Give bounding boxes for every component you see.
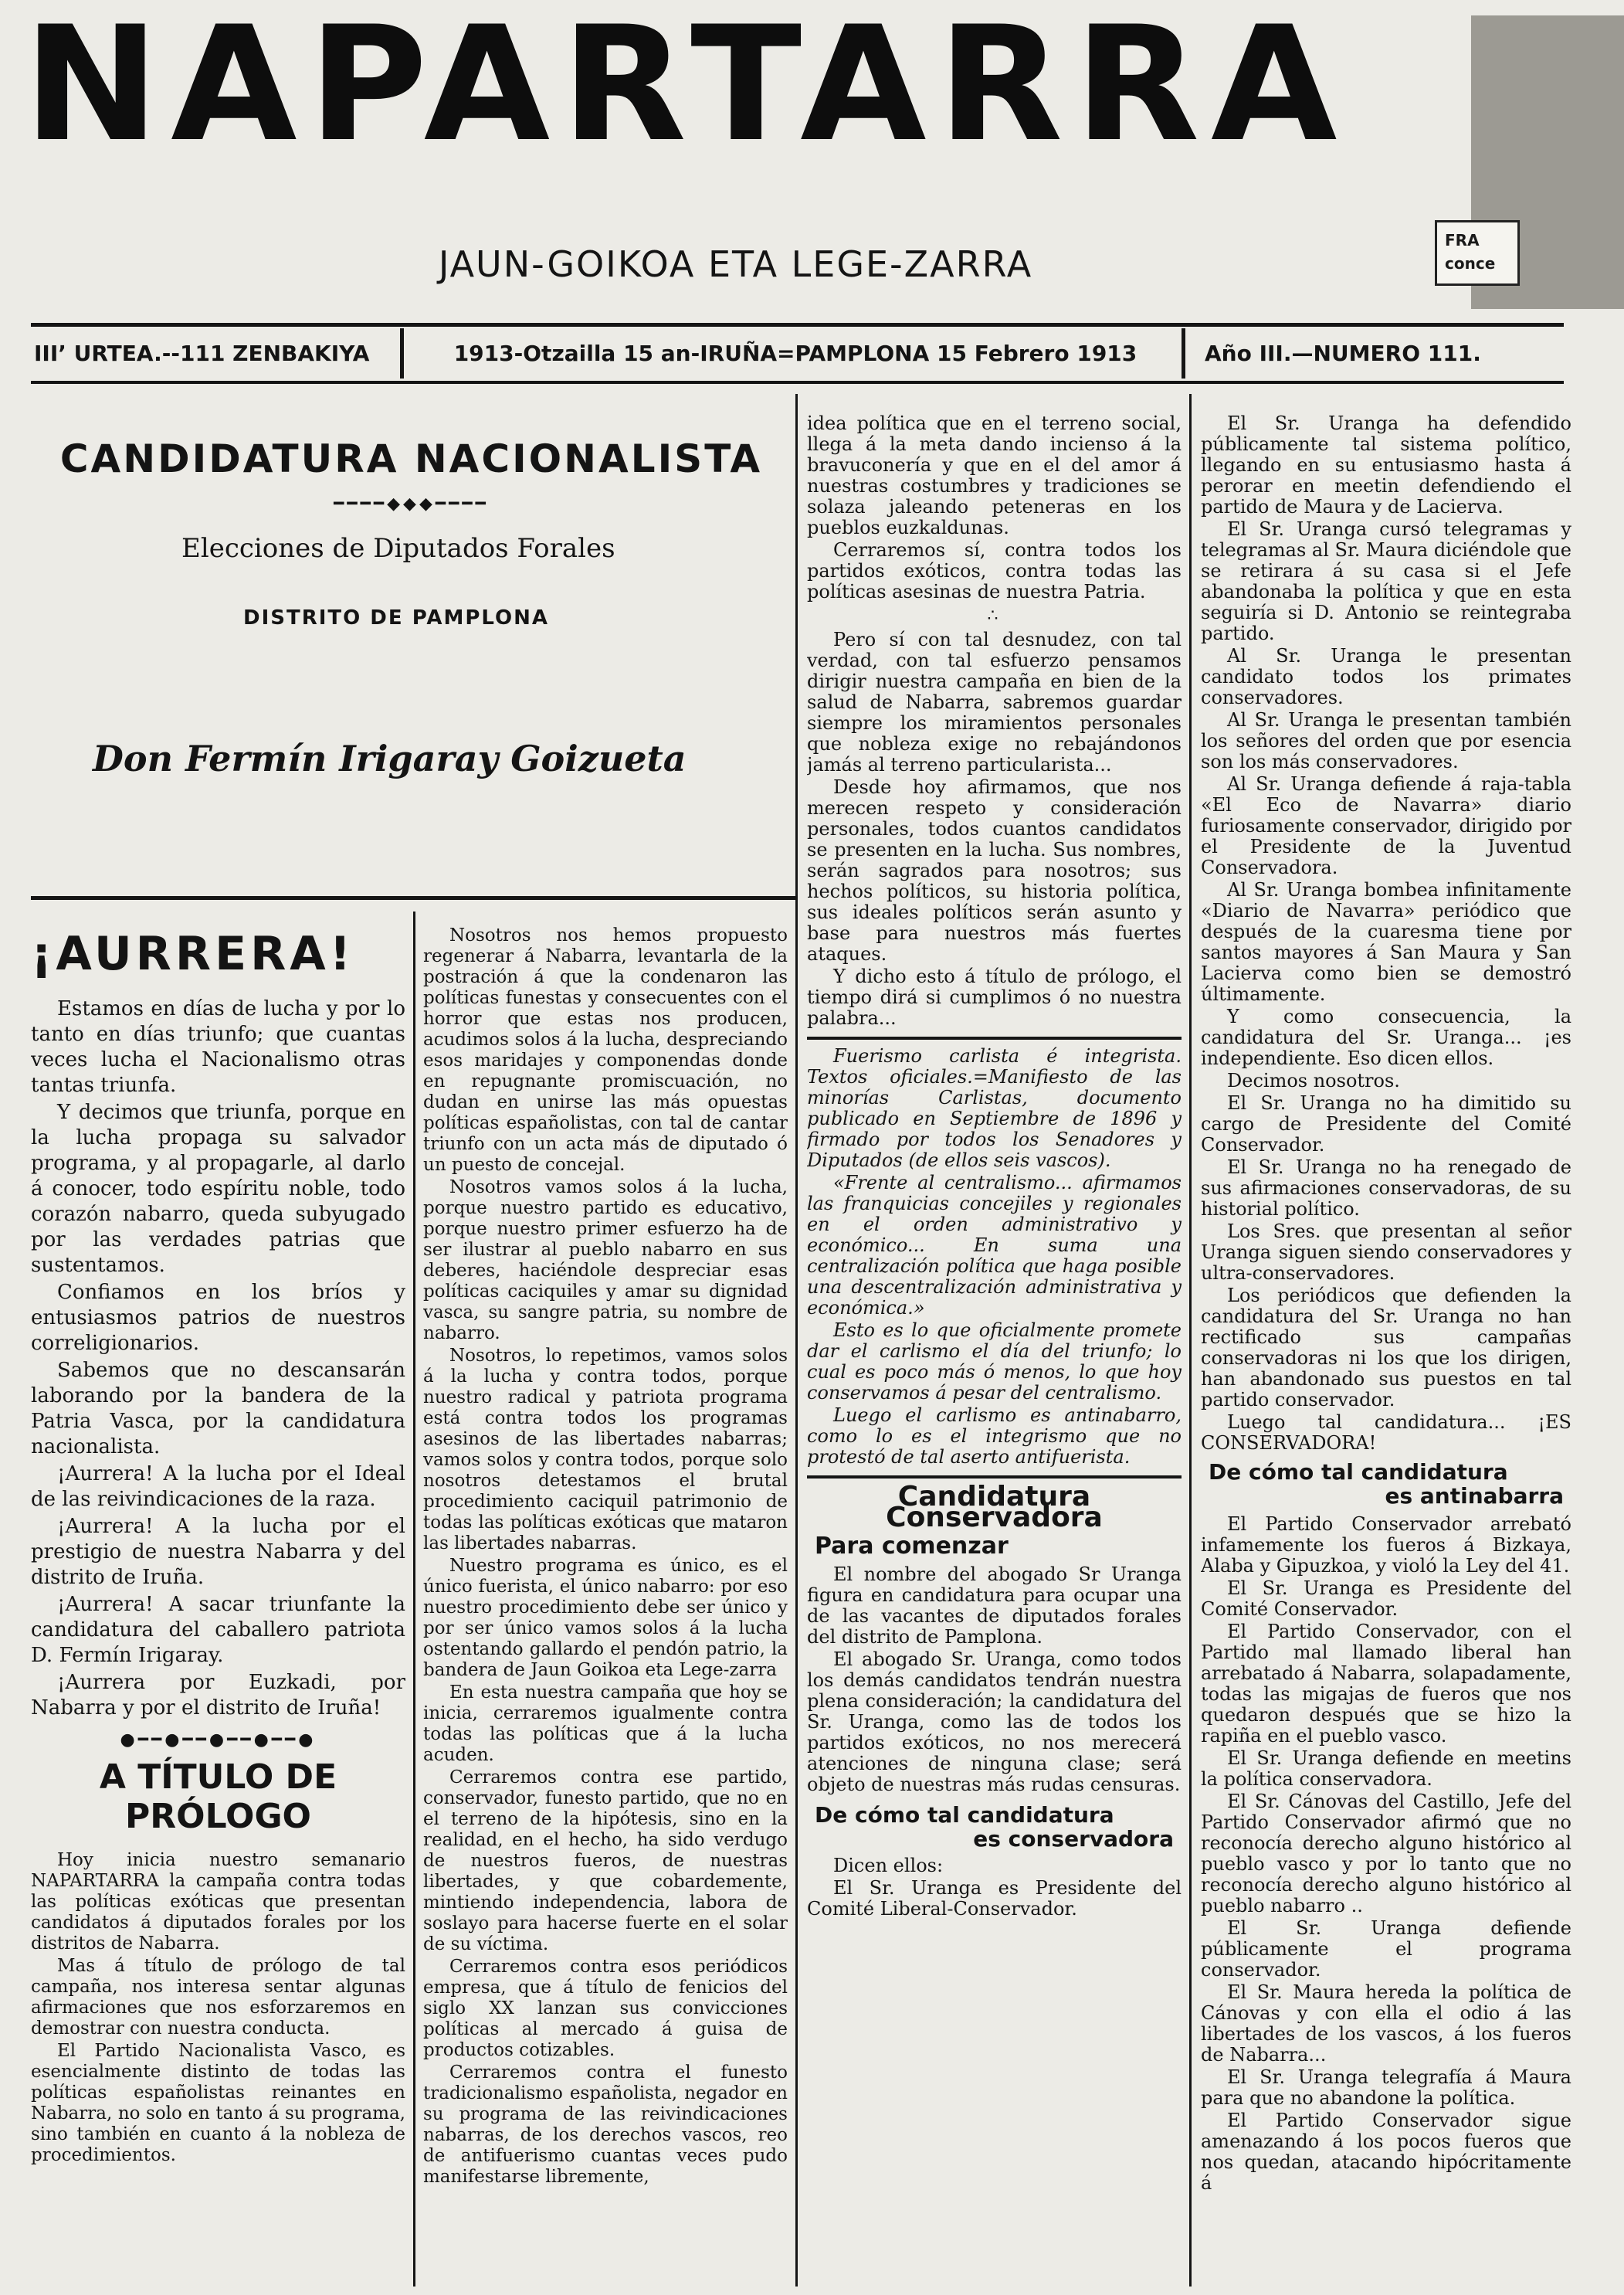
antinabarra-subheading: es antinabarra [1385,1483,1564,1509]
stamp-label: FRA conce [1435,220,1520,286]
dateline-divider-right [1182,328,1185,379]
antinabarra-paragraph: El Partido Conservador arrebató infamemente los fueros á Bizkaya, Alaba y Gipuzkoa, y violó la Ley del 41. [1201,1513,1571,1577]
aurrera-paragraph: ¡Aurrera! A la lucha por el prestigio de nuestra Nabarra y del distrito de Iruña. [31,1515,405,1589]
article-paragraph: El Sr. Uranga ha defendido públicamente tal sistema político, llegando en su entusiasmo hasta á perorar en meetin defendiendo el partido de Maura y de Lacierva. [1201,413,1571,518]
dateline-date: 1913-Otzailla 15 an-IRUÑA=PAMPLONA 15 Febrero 1913 [453,341,1137,366]
antinabarra-paragraph: El Partido Conservador, con el Partido mal llamado liberal han arrebatado á Nabarra, solapadamente, todas las migajas de fueros que nos quedaron después que se hizo la rapiña en el pueblo vasco. [1201,1621,1571,1747]
aurrera-article [31,996,405,1721]
article-paragraph: Al Sr. Uranga bombea infinitamente «Diario de Navarra» periódico que después de la cuaresma tiene por santos mayores á San Maura y San Lacierva como bien se demostró últimamente. [1201,879,1571,1005]
conservadora-paragraph: El abogado Sr. Uranga, como todos los demás candidatos tendrán nuestra plena consideración; la candidatura del Sr. Uranga, como las de todos los partidos exóticos, no nos merecerá atenciones de ninguna clase; será objeto de nuestras más rudas censuras. [807,1648,1182,1795]
dicen-paragraph: Dicen ellos: [833,1855,944,1876]
section-ornament: ●━━●━━●━━●━━● [120,1730,317,1750]
candidate-name: Don Fermín Irigaray Goizueta [93,738,687,779]
article-paragraph: El Sr. Uranga cursó telegramas y telegramas al Sr. Maura diciéndole que se retirara á su casa si el Jefe abandonaba la política y que en esta seguiría si D. Antonio se reintegraba partido. [1201,518,1571,644]
district-label: DISTRITO DE PAMPLONA [243,606,550,630]
article-paragraph: Los periódicos que defienden la candidatura del Sr. Uranga no han rectificado sus campañas conservadoras ni los que los dirigen, han abandonado sus puestos en tal partido conservador. [1201,1285,1571,1411]
aurrera-paragraph: Confiamos en los bríos y entusiasmos patrios de nuestros correligionarios. [31,1281,405,1355]
section-rule [807,1037,1182,1040]
antinabarra-paragraph: El Sr. Cánovas del Castillo, Jefe del Partido Conservador afirmó que no reconocía derecho alguno histórico al pueblo vasco y por lo tanto que no reconocía derecho alguno histórico al pueblo nabarro .. [1201,1791,1571,1916]
column-separator-4 [1189,394,1192,2287]
article-paragraph: Cerraremos contra esos periódicos empresa, que á título de fenicios del siglo XX lanzan sus convicciones políticas al mercado á guisa de productos cotizables. [423,1957,788,2060]
article-paragraph: El Sr. Uranga no ha renegado de sus afirmaciones conservadoras, de su historial político. [1201,1156,1571,1220]
aurrera-heading: ¡AURRERA! [31,927,355,981]
prologo-paragraph: Mas á título de prólogo de tal campaña, nos interesa sentar algunas afirmaciones que nos esforzaremos en demostrar con nuestra conducta. [31,1956,405,2039]
prologo-heading: A TÍTULO DE PRÓLOGO [99,1757,337,1836]
column-3 [807,413,1182,2290]
column-separator-3 [795,394,798,2287]
prologo-paragraph: Hoy inicia nuestro semanario NAPARTARRA la campaña contra todas las políticas exóticas que presentan candidatos á diputados forales por los distritos de Nabarra. [31,1850,405,1954]
fuerismo-paragraph: Luego el carlismo es antinabarro, como lo es el integrismo que no protestó de tal aserto antifuerista. [807,1404,1182,1468]
masthead-motto: JAUN-GOIKOA ETA LEGE-ZARRA [438,243,1033,285]
aurrera-paragraph: ¡Aurrera! A sacar triunfante la candidatura del caballero patriota D. Fermín Irigaray. [31,1593,405,1667]
aurrera-paragraph: ¡Aurrera por Euzkadi, por Nabarra y por el distrito de Iruña! [31,1671,405,1720]
column-separator-2 [413,912,415,2287]
article-paragraph: Cerraremos sí, contra todos los partidos exóticos, contra todas las políticas asesinas de nuestra Patria. [807,539,1182,603]
article-paragraph: El Sr. Uranga no ha dimitido su cargo de Presidente del Comité Conservador. [1201,1092,1571,1156]
article-paragraph: Desde hoy afirmamos, que nos merecen respeto y consideración personales, todos cuantos candidatos se presenten en la lucha. Sus nombres, serán sagrados para nosotros; sus hechos políticos, su historia política, sus ideales políticos serán asunto y base para nuestros más fuertes ataques. [807,776,1182,965]
article-paragraph: Al Sr. Uranga defiende á raja-tabla «El Eco de Navarra» diario furiosamente conservador, dirigido por el Presidente de la Juventud Conservadora. [1201,773,1571,878]
article-paragraph: Nosotros, lo repetimos, vamos solos á la lucha y contra todos, porque nuestro radical y patriota programa está contra todos los programas asesinos de las libertades nabarras; vamos solos y contra todos, porque solo nosotros detestamos el brutal procedimiento caciquil patrimonio de todas las políticas exóticas que mataron las libertades nabarras. [423,1346,788,1553]
column-1 [31,923,405,2290]
aurrera-paragraph: Estamos en días de lucha y por lo tanto en días triunfo; que cuantas veces lucha el Nacionalismo otras tantas triunfa. [31,997,405,1097]
antinabarra-heading: De cómo tal candidatura [1209,1459,1508,1485]
conservadora-paragraph: El nombre del abogado Sr Uranga figura en candidatura para ocupar una de las vacantes de diputados forales del distrito de Pamplona. [807,1563,1182,1648]
antinabarra-paragraph: El Sr. Uranga telegrafía á Maura para que no abandone la política. [1201,2066,1571,2109]
bottom-rule [31,381,1564,384]
antinabarra-paragraph: El Sr. Maura hereda la política de Cánovas y con ella el odio á las libertades de los vascos, á los fueros de Nabarra... [1201,1981,1571,2066]
article-paragraph: Nosotros nos hemos propuesto regenerar á Nabarra, levantarla de la postración á que la condenaron las políticas funestas y consecuentes con el horror que estas nos producen, acudimos solos á la lucha, despreciando esos maridajes y componendas donde en repugnante promiscuación, no dudan en unirse las más opuestas políticas españolistas, con tal de cantar triunfo con un acta más de diputado ó un puesto de concejal. [423,925,788,1175]
aurrera-paragraph: ¡Aurrera! A la lucha por el Ideal de las reivindicaciones de la raza. [31,1462,405,1511]
article-paragraph: Los Sres. que presentan al señor Uranga siguen siendo conservadores y ultra-conservadores. [1201,1220,1571,1284]
prologo-article [31,1850,405,2166]
article-paragraph: Nosotros vamos solos á la lucha, porque nuestro partido es educativo, porque nuestro primer esfuerzo ha de ser ilustrar al pueblo nabarro en sus deberes, haciéndole despreciar esas políticas caciquiles y amar su dignidad vasca, su sangre patria, su nombre de nabarro. [423,1177,788,1343]
antinabarra-paragraph: El Sr. Uranga defiende públicamente el programa conservador. [1201,1917,1571,1981]
conservadora-heading: Candidatura Conservadora [886,1481,1103,1533]
article-paragraph: Decimos nosotros. [1227,1070,1400,1091]
article-paragraph: Luego tal candidatura... ¡ES CONSERVADORA! [1201,1411,1571,1454]
fuerismo-article [807,1046,1182,1468]
de-como-heading: De cómo tal candidatura [815,1802,1114,1828]
elections-label: Elecciones de Diputados Forales [181,533,615,564]
dicen-paragraph: El Sr. Uranga es Presidente del Comité Liberal-Conservador. [807,1877,1182,1920]
antinabarra-paragraph: El Sr. Uranga es Presidente del Comité Conservador. [1201,1577,1571,1620]
aurrera-paragraph: Sabemos que no descansarán laborando por la bandera de la Patria Vasca, por la candidatura nacionalista. [31,1359,405,1458]
antinabarra-paragraph: El Partido Conservador sigue amenazando á los pocos fueros que nos quedan, atacando hipócritamente á [1201,2110,1571,2194]
candidatura-ornament: ━━━━◆◆◆━━━━ [334,494,489,514]
candidatura-rule [31,896,795,900]
paragraph-ornament: ∴ [987,606,1002,626]
article-paragraph: Al Sr. Uranga le presentan candidato todos los primates conservadores. [1201,645,1571,708]
column-4 [1201,413,1571,2290]
article-paragraph: Cerraremos contra el funesto tradicionalismo españolista, negador en su programa de las reivindicaciones nabarras, de los derechos vascos, reo de antifuerismo cuantas veces pudo manifestarse libremente, [423,2062,788,2187]
es-conservadora-heading: es conservadora [973,1826,1174,1852]
dateline-divider-left [400,328,404,379]
para-comenzar-heading: Para comenzar [815,1533,1009,1560]
fuerismo-paragraph: Esto es lo que oficialmente promete dar el carlismo el día del triunfo; lo cual es poco más ó menos, lo que hoy conservamos á pesar del centralismo. [807,1319,1182,1404]
article-paragraph: Al Sr. Uranga le presentan también los señores del orden que por esencia son los más conservadores. [1201,709,1571,772]
article-paragraph: Y como consecuencia, la candidatura del Sr. Uranga... ¡es independiente. Eso dicen ellos. [1201,1006,1571,1069]
column-2 [423,925,788,2289]
section-rule [807,1475,1182,1479]
aurrera-paragraph: Y decimos que triunfa, porque en la lucha propaga su salvador programa, y al propagarle, al darlo á conocer, todo espíritu noble, todo corazón nabarro, queda subyugado por las verdades patrias que sustentamos. [31,1101,405,1277]
antinabarra-paragraph: El Sr. Uranga defiende en meetins la política conservadora. [1201,1747,1571,1790]
top-rule [31,323,1564,327]
article-paragraph: Pero sí con tal desnudez, con tal verdad, con tal esfuerzo pensamos dirigir nuestra campaña en bien de la salud de Nabarra, sabremos guardar siempre los miramientos personales que nobleza exige no rebajándonos jamás al terreno particularista... [807,629,1182,776]
masthead-title: NAPARTARRA [23,15,1348,154]
dateline-year: IIIʼ URTEA.--111 ZENBAKIYA [34,341,370,366]
fuerismo-paragraph: «Frente al centralismo... afirmamos las franquicias concejiles y regionales en el orden administrativo y económico... En suma una centralización política que haga posible una descentralización administrativa y económica.» [807,1172,1182,1319]
article-paragraph: Y dicho esto á título de prólogo, el tiempo dirá si cumplimos ó no nuestra palabra... [807,966,1182,1029]
dateline-number: Año III.—NUMERO 111. [1205,341,1481,366]
fuerismo-paragraph: Fuerismo carlista é integrista. Textos oficiales.=Manifiesto de las minorías Carlistas, documento publicado en Septiembre de 1896 y firmado por todos los Senadores y Diputados (de ellos seis vascos). [807,1045,1182,1171]
article-paragraph: idea política que en el terreno social, llega á la meta dando incienso á la bravuconería y que en el del amor á nuestras costumbres y tradiciones se solaza jaleando peteneras en los pueblos euzkaldunas. [807,413,1182,538]
article-paragraph: En esta nuestra campaña que hoy se inicia, cerraremos igualmente contra todas las políticas que á la lucha acuden. [423,1682,788,1765]
candidatura-heading: CANDIDATURA NACIONALISTA [59,436,763,481]
prologo-paragraph: El Partido Nacionalista Vasco, es esencialmente distinto de todas las políticas españolistas reinantes en Nabarra, no solo en tanto á su programa, sino también en cuanto á la nobleza de procedimientos. [31,2041,405,2165]
article-paragraph: Nuestro programa es único, es el único fuerista, el único nabarro: por eso nuestro procedimiento debe ser único y por ser único vamos solos á la lucha ostentando gallardo el pendón patrio, la bandera de Jaun Goikoa eta Lege-zarra [423,1556,788,1680]
article-paragraph: Cerraremos contra ese partido, conservador, funesto partido, que no en el terreno de la hipótesis, sino en la realidad, en el hecho, ha sido verdugo de nuestros fueros, de nuestras libertades, y que cobardemente, mintiendo independencia, labora de soslayo para hacerse fuerte en el solar de su víctima. [423,1767,788,1954]
